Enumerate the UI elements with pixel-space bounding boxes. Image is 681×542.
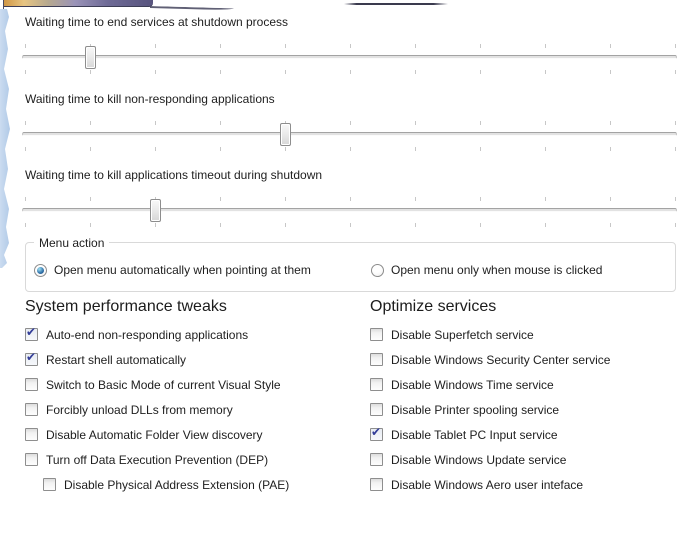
slider-tick <box>545 121 546 125</box>
slider-tick <box>610 121 611 125</box>
slider-tick <box>25 70 26 74</box>
background-window-edge-gradient <box>3 0 153 7</box>
slider-tick <box>285 70 286 74</box>
checkbox-row[interactable] <box>25 347 360 372</box>
checkbox[interactable] <box>25 428 38 441</box>
checkbox-label: Disable Tablet PC Input service <box>391 427 558 442</box>
heading-optimize-services: Optimize services <box>370 298 497 315</box>
checkbox-row[interactable] <box>25 372 360 397</box>
checkbox-label: Disable Windows Time service <box>391 377 554 392</box>
slider-tick <box>545 147 546 151</box>
slider-tick <box>90 147 91 151</box>
slider-thumb[interactable] <box>85 46 96 69</box>
slider-tick <box>25 223 26 227</box>
slider-tick <box>25 121 26 125</box>
slider-tick <box>545 223 546 227</box>
radio-button-icon[interactable] <box>371 264 384 277</box>
slider-tick <box>220 44 221 48</box>
optimize-services-checklist <box>370 322 675 497</box>
checkbox-row[interactable] <box>25 472 360 497</box>
checkbox[interactable] <box>370 403 383 416</box>
slider-tick <box>480 223 481 227</box>
slider-tick <box>220 70 221 74</box>
background-window-top-line <box>344 3 448 5</box>
slider-tick <box>350 223 351 227</box>
slider-end-services[interactable] <box>22 40 679 76</box>
checkbox-row[interactable] <box>370 422 675 447</box>
slider-tick <box>25 44 26 48</box>
checkbox[interactable] <box>25 453 38 466</box>
slider-tick <box>155 223 156 227</box>
slider-tick <box>415 223 416 227</box>
slider-ticks-top <box>22 121 679 125</box>
slider-tick <box>285 44 286 48</box>
slider-kill-non-responding[interactable] <box>22 117 679 153</box>
slider-track[interactable] <box>22 132 677 136</box>
slider-tick <box>610 70 611 74</box>
slider-tick <box>415 121 416 125</box>
checkbox-row[interactable] <box>25 447 360 472</box>
slider-tick <box>350 121 351 125</box>
slider-tick <box>350 147 351 151</box>
checkbox[interactable] <box>370 353 383 366</box>
radio-open-menu-on-click[interactable] <box>371 262 602 278</box>
checkbox[interactable] <box>43 478 56 491</box>
slider-ticks-top <box>22 44 679 48</box>
slider-tick <box>610 44 611 48</box>
slider-tick <box>545 44 546 48</box>
checkbox-label: Disable Windows Security Center service <box>391 352 611 367</box>
check-icon: ✔ <box>371 425 382 439</box>
checkbox[interactable] <box>370 478 383 491</box>
checkbox-label: Forcibly unload DLLs from memory <box>46 402 233 417</box>
slider-tick <box>90 121 91 125</box>
slider-kill-timeout-shutdown[interactable] <box>22 193 679 229</box>
slider-track[interactable] <box>22 55 677 59</box>
checkbox[interactable] <box>25 325 38 341</box>
checkbox-row[interactable] <box>370 322 675 347</box>
slider-label-kill-non-responding: Waiting time to kill non-responding applications <box>25 92 275 106</box>
checkbox-row[interactable] <box>370 397 675 422</box>
checkbox[interactable] <box>370 328 383 341</box>
checkbox[interactable] <box>25 378 38 391</box>
slider-tick <box>155 44 156 48</box>
heading-system-performance-tweaks: System performance tweaks <box>25 298 227 315</box>
menu-action-groupbox <box>25 236 676 292</box>
checkbox[interactable] <box>25 350 38 366</box>
checkbox-label: Disable Automatic Folder View discovery <box>46 427 263 442</box>
slider-tick <box>220 223 221 227</box>
slider-tick <box>675 70 676 74</box>
slider-tick <box>545 70 546 74</box>
check-icon: ✔ <box>26 325 37 339</box>
checkbox-row[interactable] <box>25 422 360 447</box>
slider-tick <box>610 197 611 201</box>
checkbox-row[interactable] <box>25 397 360 422</box>
checkbox-row[interactable] <box>25 322 360 347</box>
slider-thumb[interactable] <box>150 199 161 222</box>
slider-tick <box>480 44 481 48</box>
slider-ticks-bottom <box>22 70 679 74</box>
slider-track[interactable] <box>22 208 677 212</box>
slider-tick <box>155 147 156 151</box>
slider-tick <box>480 197 481 201</box>
checkbox-label: Disable Printer spooling service <box>391 402 560 417</box>
slider-tick <box>350 70 351 74</box>
slider-tick <box>675 197 676 201</box>
checkbox-label: Disable Physical Address Extension (PAE) <box>64 477 290 492</box>
checkbox-label: Disable Windows Update service <box>391 452 567 467</box>
checkbox-label: Auto-end non-responding applications <box>46 327 249 342</box>
checkbox[interactable] <box>370 453 383 466</box>
slider-tick <box>415 70 416 74</box>
checkbox-label: Disable Windows Aero user inteface <box>391 477 584 492</box>
checkbox-row[interactable] <box>370 447 675 472</box>
checkbox-label: Switch to Basic Mode of current Visual Style <box>46 377 281 392</box>
checkbox[interactable] <box>370 378 383 391</box>
slider-tick <box>480 121 481 125</box>
checkbox-row[interactable] <box>370 472 675 497</box>
system-performance-checklist <box>25 322 360 497</box>
slider-tick <box>675 147 676 151</box>
slider-tick <box>415 44 416 48</box>
slider-tick <box>25 197 26 201</box>
slider-tick <box>675 121 676 125</box>
slider-tick <box>155 121 156 125</box>
background-window-edge-line <box>150 6 234 11</box>
check-icon: ✔ <box>26 350 37 364</box>
slider-tick <box>90 223 91 227</box>
checkbox[interactable] <box>25 403 38 416</box>
checkbox-row[interactable] <box>370 347 675 372</box>
checkbox[interactable] <box>370 425 383 441</box>
slider-ticks-top <box>22 197 679 201</box>
slider-thumb[interactable] <box>280 123 291 146</box>
slider-tick <box>285 147 286 151</box>
slider-tick <box>675 44 676 48</box>
slider-tick <box>610 223 611 227</box>
slider-tick <box>480 70 481 74</box>
slider-tick <box>350 197 351 201</box>
slider-tick <box>90 197 91 201</box>
radio-button-icon[interactable] <box>34 264 47 277</box>
slider-tick <box>415 197 416 201</box>
slider-tick <box>25 147 26 151</box>
slider-tick <box>350 44 351 48</box>
slider-tick <box>220 147 221 151</box>
slider-tick <box>675 223 676 227</box>
slider-tick <box>545 197 546 201</box>
slider-tick <box>220 121 221 125</box>
slider-label-end-services: Waiting time to end services at shutdown process <box>25 15 289 29</box>
slider-ticks-bottom <box>22 147 679 151</box>
slider-tick <box>610 147 611 151</box>
radio-open-menu-automatically[interactable] <box>34 262 311 278</box>
menu-action-group-title: Menu action <box>34 236 109 250</box>
checkbox-label: Disable Superfetch service <box>391 327 534 342</box>
slider-label-kill-timeout-shutdown: Waiting time to kill applications timeout during shutdown <box>25 168 323 182</box>
radio-label: Open menu only when mouse is clicked <box>391 263 603 277</box>
desktop-background-sliver <box>0 9 10 268</box>
checkbox-label: Turn off Data Execution Prevention (DEP) <box>46 452 269 467</box>
slider-ticks-bottom <box>22 223 679 227</box>
slider-tick <box>155 70 156 74</box>
slider-tick <box>480 147 481 151</box>
slider-tick <box>220 197 221 201</box>
slider-tick <box>415 147 416 151</box>
checkbox-row[interactable] <box>370 372 675 397</box>
slider-tick <box>285 223 286 227</box>
radio-label: Open menu automatically when pointing at them <box>54 263 311 277</box>
slider-tick <box>90 70 91 74</box>
checkbox-label: Restart shell automatically <box>46 352 187 367</box>
slider-tick <box>285 197 286 201</box>
